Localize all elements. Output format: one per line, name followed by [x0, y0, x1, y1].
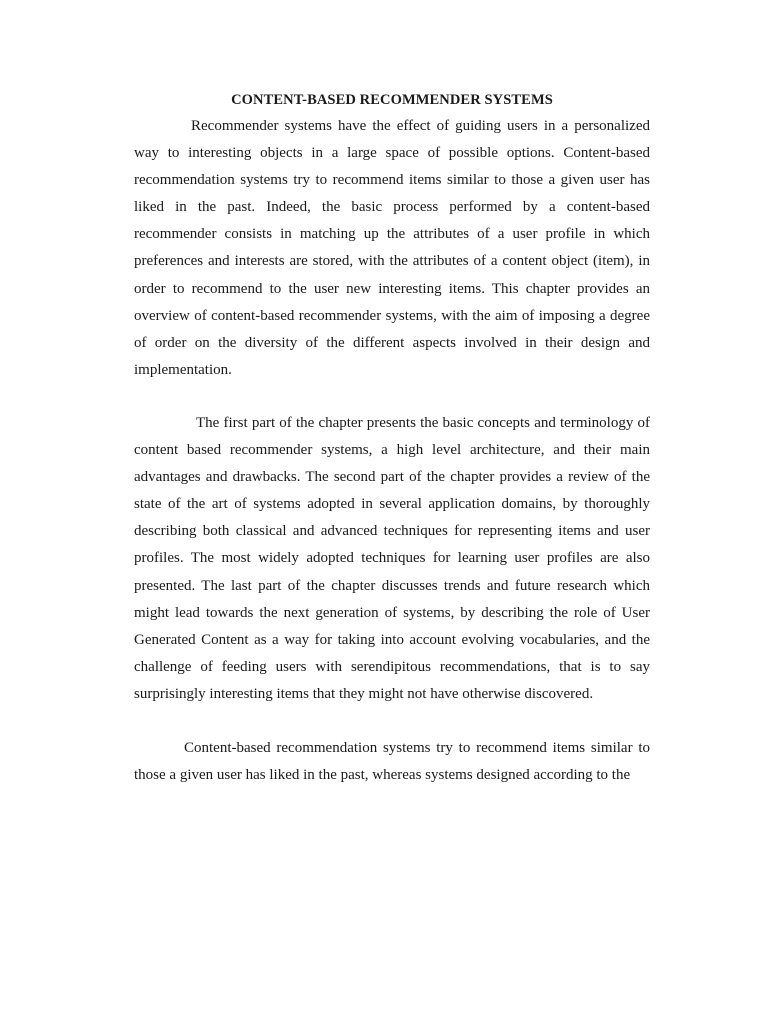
paragraph-continuation: Content-based recommendation systems try to recommend items similar to those a given user has liked in the past, whereas systems designed according to the: [134, 740, 650, 784]
document-title: CONTENT-BASED RECOMMENDER SYSTEMS: [231, 92, 553, 108]
paragraph-chapter-overview: The first part of the chapter presents the basic concepts and terminology of content based recommender systems, a high level architecture, and their main advantages and drawbacks. The second part of the chapter provides a review of the state of the art of systems adopted in several application domains, by thoroughly describing both classical and advanced techniques for representing items and user profiles. The most widely adopted techniques for learning user profiles are also presented. The last part of the chapter discusses trends and future research which might lead towards the next generation of systems, by describing the role of User Generated Content as a way for taking into account evolving vocabularies, and the challenge of feeding users with serendipitous recommendations, that is to say surprisingly interesting items that they might not have otherwise discovered.: [134, 415, 650, 702]
paragraph-intro: Recommender systems have the effect of guiding users in a personalized way to interesting objects in a large space of possible options. Content-based recommendation systems try to recommend items similar to those a given user has liked in the past. Indeed, the basic process performed by a content-based recommender consists in matching up the attributes of a user profile in which preferences and interests are stored, with the attributes of a content object (item), in order to recommend to the user new interesting items. This chapter provides an overview of content-based recommender systems, with the aim of imposing a degree of order on the diversity of the different aspects involved in their design and implementation.: [134, 118, 650, 378]
